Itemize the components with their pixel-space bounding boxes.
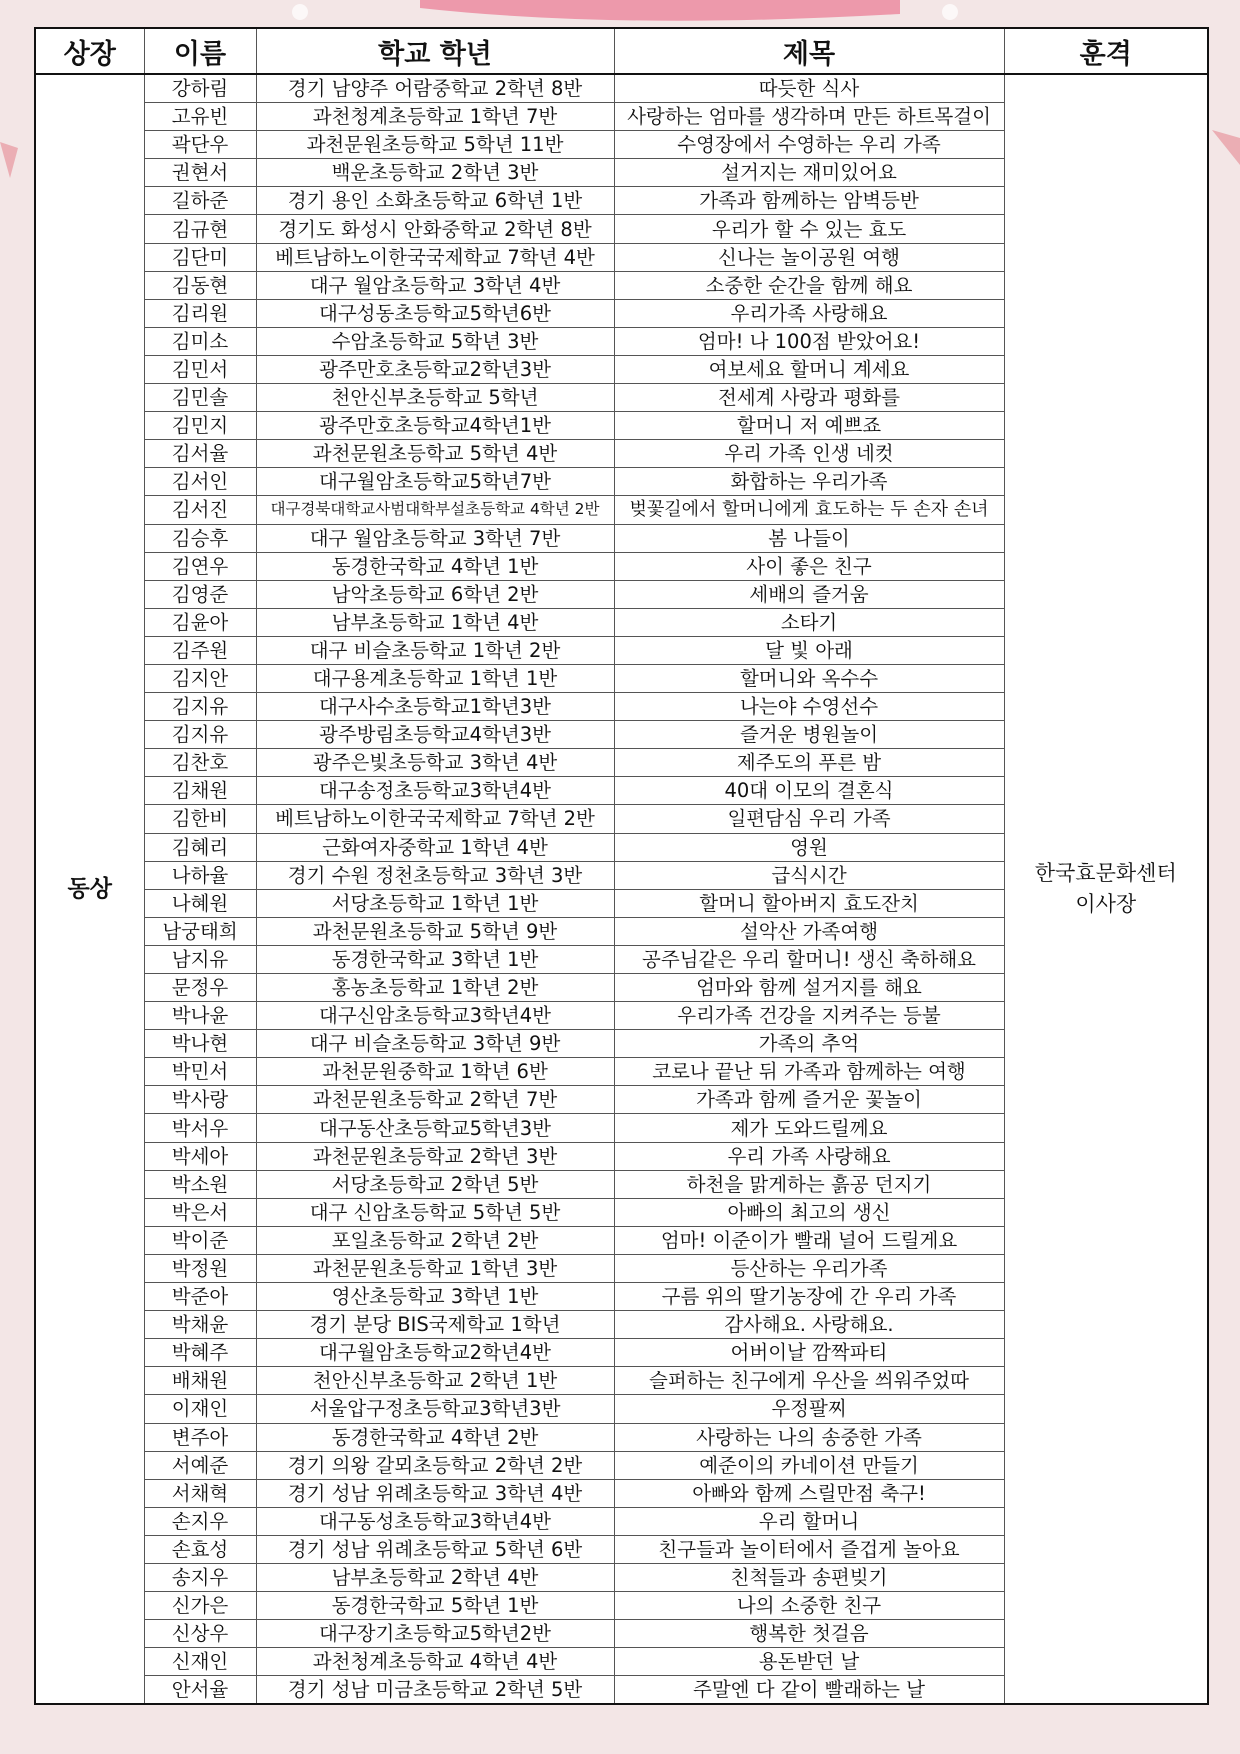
title-cell: 나의 소중한 친구 bbox=[614, 1592, 1004, 1620]
title-cell: 벚꽃길에서 할머니에게 효도하는 두 손자 손녀 bbox=[614, 496, 1004, 524]
school-cell: 과천문원초등학교 2학년 3반 bbox=[256, 1142, 614, 1170]
title-cell: 달 빛 아래 bbox=[614, 636, 1004, 664]
name-cell: 김미소 bbox=[144, 327, 256, 355]
name-cell: 김윤아 bbox=[144, 608, 256, 636]
school-cell: 대구월암초등학교2학년4반 bbox=[256, 1339, 614, 1367]
name-cell: 김규현 bbox=[144, 215, 256, 243]
honor-cell bbox=[1004, 74, 1208, 1704]
school-cell: 경기 분당 BIS국제학교 1학년 bbox=[256, 1311, 614, 1339]
school-cell: 남부초등학교 2학년 4반 bbox=[256, 1563, 614, 1591]
title-cell: 영원 bbox=[614, 833, 1004, 861]
title-cell: 용돈받던 날 bbox=[614, 1648, 1004, 1676]
name-cell: 김동현 bbox=[144, 271, 256, 299]
school-cell: 영산초등학교 3학년 1반 bbox=[256, 1283, 614, 1311]
title-cell: 우리 가족 사랑해요 bbox=[614, 1142, 1004, 1170]
title-cell: 가족의 추억 bbox=[614, 1030, 1004, 1058]
title-cell: 나는야 수영선수 bbox=[614, 693, 1004, 721]
name-cell: 박민서 bbox=[144, 1058, 256, 1086]
title-cell: 즐거운 병원놀이 bbox=[614, 721, 1004, 749]
name-cell: 박이준 bbox=[144, 1226, 256, 1254]
title-cell: 하천을 맑게하는 흙공 던지기 bbox=[614, 1170, 1004, 1198]
honor-line-1: 한국효문화센터 bbox=[1034, 861, 1177, 886]
name-cell: 박정원 bbox=[144, 1254, 256, 1282]
name-cell: 박나윤 bbox=[144, 1002, 256, 1030]
school-cell: 홍농초등학교 1학년 2반 bbox=[256, 974, 614, 1002]
title-cell: 할머니 할아버지 효도잔치 bbox=[614, 889, 1004, 917]
title-cell: 친구들과 놀이터에서 즐겁게 놀아요 bbox=[614, 1535, 1004, 1563]
name-cell: 변주아 bbox=[144, 1423, 256, 1451]
school-cell: 대구 비슬초등학교 1학년 2반 bbox=[256, 636, 614, 664]
name-cell: 김민서 bbox=[144, 355, 256, 383]
name-cell: 김민지 bbox=[144, 412, 256, 440]
school-cell: 경기 용인 소화초등학교 6학년 1반 bbox=[256, 187, 614, 215]
header-title: 제목 bbox=[614, 28, 1004, 74]
title-cell: 우리 할머니 bbox=[614, 1507, 1004, 1535]
title-cell: 여보세요 할머니 계세요 bbox=[614, 355, 1004, 383]
name-cell: 김채원 bbox=[144, 777, 256, 805]
title-cell: 일편담심 우리 가족 bbox=[614, 805, 1004, 833]
name-cell: 박세아 bbox=[144, 1142, 256, 1170]
title-cell: 아빠와 함께 스릴만점 축구! bbox=[614, 1479, 1004, 1507]
school-cell: 동경한국학교 5학년 1반 bbox=[256, 1592, 614, 1620]
name-cell: 김승후 bbox=[144, 524, 256, 552]
table-row bbox=[35, 74, 1208, 103]
school-cell: 대구월암초등학교5학년7반 bbox=[256, 468, 614, 496]
title-cell: 할머니와 옥수수 bbox=[614, 664, 1004, 692]
school-cell: 포일초등학교 2학년 2반 bbox=[256, 1226, 614, 1254]
title-cell: 따듯한 식사 bbox=[614, 74, 1004, 103]
title-cell: 수영장에서 수영하는 우리 가족 bbox=[614, 131, 1004, 159]
name-cell: 김지안 bbox=[144, 664, 256, 692]
name-cell: 박소원 bbox=[144, 1170, 256, 1198]
title-cell: 소타기 bbox=[614, 608, 1004, 636]
school-cell: 대구 신암초등학교 5학년 5반 bbox=[256, 1198, 614, 1226]
title-cell: 우리가족 건강을 지켜주는 등불 bbox=[614, 1002, 1004, 1030]
name-cell: 배채원 bbox=[144, 1367, 256, 1395]
title-cell: 슬퍼하는 친구에게 우산을 씌워주었따 bbox=[614, 1367, 1004, 1395]
title-cell: 가족과 함께하는 암벽등반 bbox=[614, 187, 1004, 215]
title-cell: 사랑하는 엄마를 생각하며 만든 하트목걸이 bbox=[614, 103, 1004, 131]
header-school: 학교 학년 bbox=[256, 28, 614, 74]
school-cell: 근화여자중학교 1학년 4반 bbox=[256, 833, 614, 861]
school-cell: 광주만호초등학교2학년3반 bbox=[256, 355, 614, 383]
school-cell: 동경한국학교 4학년 1반 bbox=[256, 552, 614, 580]
name-cell: 강하림 bbox=[144, 74, 256, 103]
school-cell: 대구 비슬초등학교 3학년 9반 bbox=[256, 1030, 614, 1058]
title-cell: 화합하는 우리가족 bbox=[614, 468, 1004, 496]
name-cell: 김주원 bbox=[144, 636, 256, 664]
title-cell: 우정팔찌 bbox=[614, 1395, 1004, 1423]
name-cell: 박사랑 bbox=[144, 1086, 256, 1114]
header-award: 상장 bbox=[35, 28, 144, 74]
school-cell: 서당초등학교 2학년 5반 bbox=[256, 1170, 614, 1198]
title-cell: 전세계 사랑과 평화를 bbox=[614, 384, 1004, 412]
name-cell: 김지유 bbox=[144, 693, 256, 721]
name-cell: 남지유 bbox=[144, 945, 256, 973]
title-cell: 40대 이모의 결혼식 bbox=[614, 777, 1004, 805]
name-cell: 김영준 bbox=[144, 580, 256, 608]
name-cell: 신재인 bbox=[144, 1648, 256, 1676]
name-cell: 김리원 bbox=[144, 299, 256, 327]
school-cell: 경기도 화성시 안화중학교 2학년 8반 bbox=[256, 215, 614, 243]
name-cell: 안서율 bbox=[144, 1676, 256, 1705]
name-cell: 신가은 bbox=[144, 1592, 256, 1620]
school-cell: 서울압구정초등학교3학년3반 bbox=[256, 1395, 614, 1423]
title-cell: 공주님같은 우리 할머니! 생신 축하해요 bbox=[614, 945, 1004, 973]
name-cell: 박준아 bbox=[144, 1283, 256, 1311]
school-cell: 과천청계초등학교 4학년 4반 bbox=[256, 1648, 614, 1676]
name-cell: 김지유 bbox=[144, 721, 256, 749]
school-cell: 남악초등학교 6학년 2반 bbox=[256, 580, 614, 608]
school-cell: 대구 월암초등학교 3학년 7반 bbox=[256, 524, 614, 552]
name-cell: 고유빈 bbox=[144, 103, 256, 131]
title-cell: 설거지는 재미있어요 bbox=[614, 159, 1004, 187]
title-cell: 엄마와 함께 설거지를 해요 bbox=[614, 974, 1004, 1002]
title-cell: 사이 좋은 친구 bbox=[614, 552, 1004, 580]
header-honor: 훈격 bbox=[1004, 28, 1208, 74]
school-cell: 과천문원초등학교 2학년 7반 bbox=[256, 1086, 614, 1114]
title-cell: 봄 나들이 bbox=[614, 524, 1004, 552]
name-cell: 박서우 bbox=[144, 1114, 256, 1142]
title-cell: 제주도의 푸른 밤 bbox=[614, 749, 1004, 777]
name-cell: 박혜주 bbox=[144, 1339, 256, 1367]
school-cell: 대구동산초등학교5학년3반 bbox=[256, 1114, 614, 1142]
school-cell: 천안신부초등학교 2학년 1반 bbox=[256, 1367, 614, 1395]
title-cell: 감사해요. 사랑해요. bbox=[614, 1311, 1004, 1339]
name-cell: 김한비 bbox=[144, 805, 256, 833]
name-cell: 나하율 bbox=[144, 861, 256, 889]
school-cell: 과천문원중학교 1학년 6반 bbox=[256, 1058, 614, 1086]
school-cell: 경기 의왕 갈뫼초등학교 2학년 2반 bbox=[256, 1451, 614, 1479]
title-cell: 행복한 첫걸음 bbox=[614, 1620, 1004, 1648]
name-cell: 송지우 bbox=[144, 1563, 256, 1591]
name-cell: 권현서 bbox=[144, 159, 256, 187]
name-cell: 곽단우 bbox=[144, 131, 256, 159]
school-cell: 경기 남양주 어람중학교 2학년 8반 bbox=[256, 74, 614, 103]
title-cell: 우리 가족 인생 네컷 bbox=[614, 440, 1004, 468]
title-cell: 친척들과 송편빚기 bbox=[614, 1563, 1004, 1591]
title-cell: 등산하는 우리가족 bbox=[614, 1254, 1004, 1282]
title-cell: 소중한 순간을 함께 해요 bbox=[614, 271, 1004, 299]
award-cell: 동상 bbox=[35, 74, 144, 1704]
school-cell: 수암초등학교 5학년 3반 bbox=[256, 327, 614, 355]
name-cell: 김연우 bbox=[144, 552, 256, 580]
school-cell: 경기 성남 위례초등학교 5학년 6반 bbox=[256, 1535, 614, 1563]
school-cell: 대구사수초등학교1학년3반 bbox=[256, 693, 614, 721]
title-cell: 코로나 끝난 뒤 가족과 함께하는 여행 bbox=[614, 1058, 1004, 1086]
name-cell: 신상우 bbox=[144, 1620, 256, 1648]
name-cell: 남궁태희 bbox=[144, 917, 256, 945]
name-cell: 손효성 bbox=[144, 1535, 256, 1563]
school-cell: 대구용계초등학교 1학년 1반 bbox=[256, 664, 614, 692]
school-cell: 서당초등학교 1학년 1반 bbox=[256, 889, 614, 917]
school-cell: 동경한국학교 4학년 2반 bbox=[256, 1423, 614, 1451]
name-cell: 김단미 bbox=[144, 243, 256, 271]
title-cell: 우리가족 사랑해요 bbox=[614, 299, 1004, 327]
name-cell: 문정우 bbox=[144, 974, 256, 1002]
school-cell: 대구신암초등학교3학년4반 bbox=[256, 1002, 614, 1030]
school-cell: 대구경북대학교사범대학부설초등학교 4학년 2반 bbox=[256, 496, 614, 524]
school-cell: 광주방림초등학교4학년3반 bbox=[256, 721, 614, 749]
name-cell: 박나현 bbox=[144, 1030, 256, 1058]
name-cell: 박은서 bbox=[144, 1198, 256, 1226]
name-cell: 손지우 bbox=[144, 1507, 256, 1535]
title-cell: 주말엔 다 같이 빨래하는 날 bbox=[614, 1676, 1004, 1705]
name-cell: 박채윤 bbox=[144, 1311, 256, 1339]
school-cell: 과천문원초등학교 5학년 11반 bbox=[256, 131, 614, 159]
name-cell: 김서율 bbox=[144, 440, 256, 468]
title-cell: 제가 도와드릴께요 bbox=[614, 1114, 1004, 1142]
school-cell: 남부초등학교 1학년 4반 bbox=[256, 608, 614, 636]
title-cell: 설악산 가족여행 bbox=[614, 917, 1004, 945]
name-cell: 길하준 bbox=[144, 187, 256, 215]
school-cell: 대구장기초등학교5학년2반 bbox=[256, 1620, 614, 1648]
title-cell: 어버이날 깜짝파티 bbox=[614, 1339, 1004, 1367]
title-cell: 구름 위의 딸기농장에 간 우리 가족 bbox=[614, 1283, 1004, 1311]
school-cell: 과천청계초등학교 1학년 7반 bbox=[256, 103, 614, 131]
school-cell: 과천문원초등학교 5학년 9반 bbox=[256, 917, 614, 945]
school-cell: 대구 월암초등학교 3학년 4반 bbox=[256, 271, 614, 299]
name-cell: 김서인 bbox=[144, 468, 256, 496]
school-cell: 베트남하노이한국국제학교 7학년 4반 bbox=[256, 243, 614, 271]
school-cell: 과천문원초등학교 5학년 4반 bbox=[256, 440, 614, 468]
name-cell: 김서진 bbox=[144, 496, 256, 524]
school-cell: 베트남하노이한국국제학교 7학년 2반 bbox=[256, 805, 614, 833]
title-cell: 가족과 함께 즐거운 꽃놀이 bbox=[614, 1086, 1004, 1114]
name-cell: 이재인 bbox=[144, 1395, 256, 1423]
name-cell: 나혜원 bbox=[144, 889, 256, 917]
header-name: 이름 bbox=[144, 28, 256, 74]
title-cell: 예준이의 카네이션 만들기 bbox=[614, 1451, 1004, 1479]
title-cell: 세배의 즐거움 bbox=[614, 580, 1004, 608]
school-cell: 대구성동초등학교5학년6반 bbox=[256, 299, 614, 327]
school-cell: 대구동성초등학교3학년4반 bbox=[256, 1507, 614, 1535]
award-table bbox=[34, 27, 1209, 1705]
school-cell: 광주만호초등학교4학년1반 bbox=[256, 412, 614, 440]
school-cell: 광주은빛초등학교 3학년 4반 bbox=[256, 749, 614, 777]
school-cell: 과천문원초등학교 1학년 3반 bbox=[256, 1254, 614, 1282]
name-cell: 서채혁 bbox=[144, 1479, 256, 1507]
name-cell: 김민솔 bbox=[144, 384, 256, 412]
title-cell: 할머니 저 예쁘죠 bbox=[614, 412, 1004, 440]
school-cell: 경기 성남 위례초등학교 3학년 4반 bbox=[256, 1479, 614, 1507]
title-cell: 엄마! 이준이가 빨래 널어 드릴게요 bbox=[614, 1226, 1004, 1254]
name-cell: 김혜리 bbox=[144, 833, 256, 861]
title-cell: 우리가 할 수 있는 효도 bbox=[614, 215, 1004, 243]
title-cell: 아빠의 최고의 생신 bbox=[614, 1198, 1004, 1226]
school-cell: 대구송정초등학교3학년4반 bbox=[256, 777, 614, 805]
school-cell: 동경한국학교 3학년 1반 bbox=[256, 945, 614, 973]
school-cell: 백운초등학교 2학년 3반 bbox=[256, 159, 614, 187]
title-cell: 사랑하는 나의 송중한 가족 bbox=[614, 1423, 1004, 1451]
title-cell: 급식시간 bbox=[614, 861, 1004, 889]
title-cell: 신나는 놀이공원 여행 bbox=[614, 243, 1004, 271]
school-cell: 경기 성남 미금초등학교 2학년 5반 bbox=[256, 1676, 614, 1705]
title-cell: 엄마! 나 100점 받았어요! bbox=[614, 327, 1004, 355]
honor-line-2: 이사장 bbox=[1075, 892, 1137, 917]
school-cell: 경기 수원 정천초등학교 3학년 3반 bbox=[256, 861, 614, 889]
header-row bbox=[35, 28, 1208, 74]
name-cell: 김찬호 bbox=[144, 749, 256, 777]
name-cell: 서예준 bbox=[144, 1451, 256, 1479]
school-cell: 천안신부초등학교 5학년 bbox=[256, 384, 614, 412]
